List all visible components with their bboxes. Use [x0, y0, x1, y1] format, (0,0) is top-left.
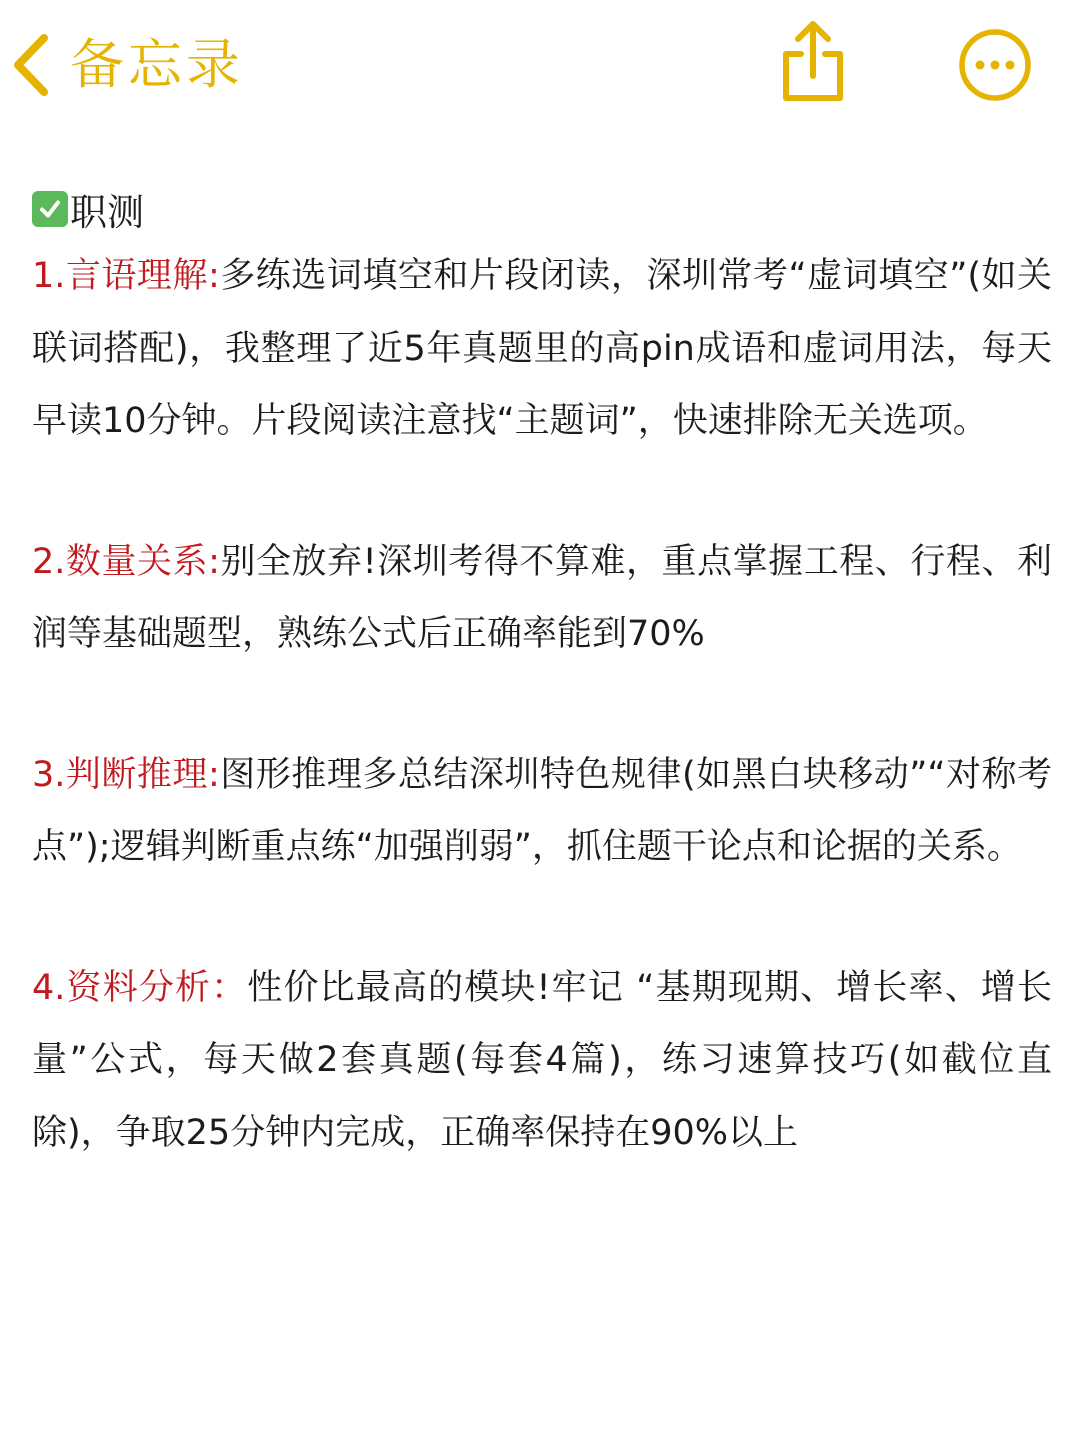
back-button[interactable] [8, 22, 244, 108]
note-body[interactable] [32, 178, 1052, 1169]
note-item-text: 多练选词填空和片段闭读，深圳常考“虚词填空”(如关联词搭配)，我整理了近5年真题里的高pin成语和虚词用法，每天早读10分钟。片段阅读注意找“主题词”，快速排除无关选项。 [32, 256, 1053, 441]
check-mark-icon [32, 191, 68, 227]
spacer [32, 458, 1052, 526]
note-item-heading: 1.言语理解: [32, 256, 220, 296]
note-item-reasoning [32, 739, 1052, 884]
note-item-data-analysis [32, 952, 1052, 1170]
note-item-heading: 4.资料分析： [32, 967, 248, 1008]
more-button[interactable] [958, 28, 1032, 102]
note-item-verbal [32, 240, 1052, 458]
note-item-quantitative [32, 526, 1052, 671]
share-icon [778, 89, 848, 108]
section-title-text: 职测 [70, 191, 144, 234]
spacer [32, 671, 1052, 739]
navigation-bar [0, 0, 1080, 130]
chevron-left-icon [8, 32, 52, 98]
note-section-title [32, 178, 1052, 240]
note-item-heading: 2.数量关系: [32, 541, 220, 582]
share-button[interactable] [778, 18, 848, 104]
note-item-heading: 3.判断推理: [32, 754, 220, 795]
spacer [32, 884, 1052, 952]
note-item-text: 别全放弃!深圳考得不算难，重点掌握工程、行程、利润等基础题型，熟练公式后正确率能到70% [32, 541, 1052, 654]
more-icon [958, 87, 1032, 106]
note-item-text: 图形推理多总结深圳特色规律(如黑白块移动”“对称考点”);逻辑判断重点练“加强削弱”，抓住题干论点和论据的关系。 [32, 754, 1053, 867]
note-item-text: 性价比最高的模块!牢记 “基期现期、增长率、增长量”公式，每天做2套真题(每套4篇)，练习速算技巧(如截位直除)，争取25分钟内完成，正确率保持在90%以上 [32, 967, 1052, 1153]
back-label: 备忘录 [70, 33, 244, 96]
